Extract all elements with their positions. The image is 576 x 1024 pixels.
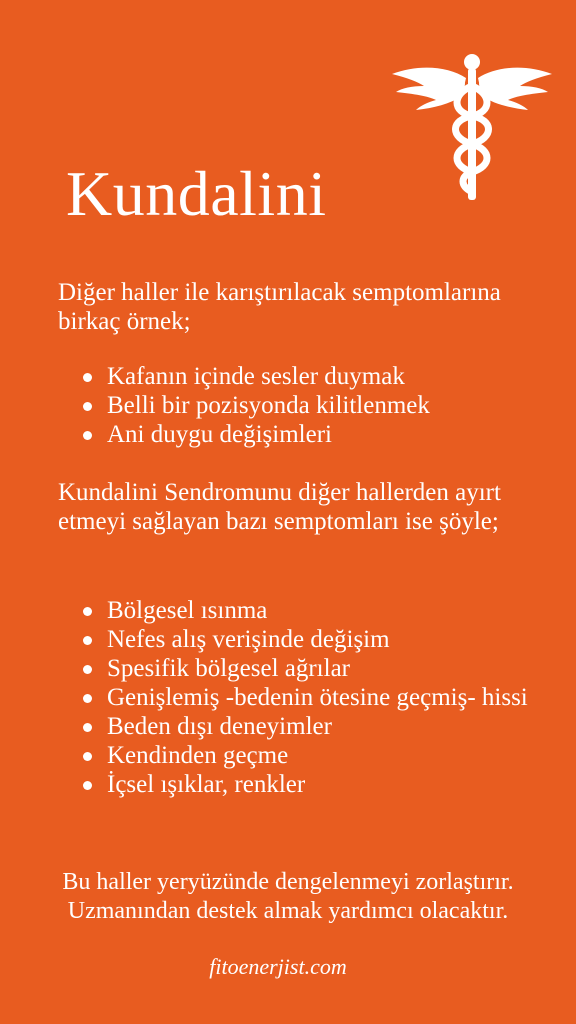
- footer-line-2: Uzmanından destek almak yardımcı olacaktır.: [67, 898, 509, 924]
- list-item: Genişlemiş -bedenin ötesine geçmiş- hissi: [80, 683, 540, 712]
- caduceus-icon: [388, 52, 556, 202]
- list-item: Bölgesel ısınma: [80, 596, 540, 625]
- list-item: Belli bir pozisyonda kilitlenmek: [80, 391, 540, 420]
- website-label: fitoenerjist.com: [209, 954, 347, 979]
- list-item: Nefes alış verişinde değişim: [80, 625, 540, 654]
- footer-note: [0, 868, 576, 926]
- footer-line-1: Bu haller yeryüzünde dengelenmeyi zorlaştırır.: [62, 869, 514, 895]
- list-item: Kendinden geçme: [80, 741, 540, 770]
- distinguishing-symptoms-list: [80, 596, 540, 799]
- intro-text: Diğer haller ile karıştırılacak semptomlarına birkaç örnek;: [58, 279, 501, 335]
- confusable-symptoms-list: [80, 362, 540, 449]
- list-item: Beden dışı deneyimler: [80, 712, 540, 741]
- list-item: Spesifik bölgesel ağrılar: [80, 654, 540, 683]
- distinguishing-intro-text: Kundalini Sendromunu diğer hallerden ayırt etmeyi sağlayan bazı semptomları ise şöyle;: [58, 479, 501, 535]
- list-item: Kafanın içinde sesler duymak: [80, 362, 540, 391]
- list-item: Ani duygu değişimleri: [80, 420, 540, 449]
- list-item: İçsel ışıklar, renkler: [80, 770, 540, 799]
- page-title: Kundalini: [66, 158, 327, 229]
